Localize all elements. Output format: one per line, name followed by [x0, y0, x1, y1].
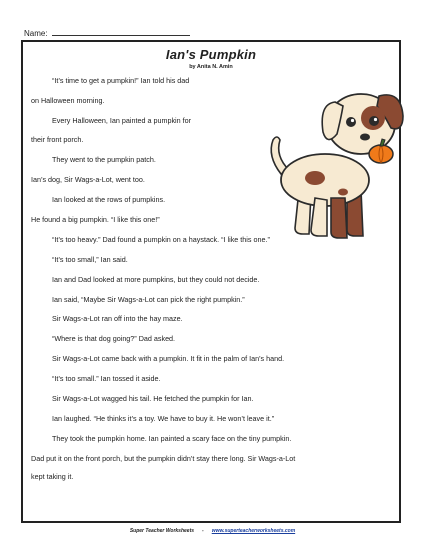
story-line: Ian said, “Maybe Sir Wags-a-Lot can pick the right pumpkin.” [52, 295, 245, 304]
footer-website-link[interactable]: www.superteacherworksheets.com [211, 528, 296, 534]
footer-separator: - [202, 528, 204, 534]
story-line: “Where is that dog going?” Dad asked. [52, 334, 176, 343]
story-line: kept taking it. [31, 472, 74, 481]
story-line: “It’s time to get a pumpkin!” Ian told his dad [52, 76, 190, 85]
story-line: He found a big pumpkin. “I like this one!” [31, 215, 160, 224]
story-line: “It’s too small,” Ian said. [52, 255, 128, 264]
worksheet-frame [21, 40, 401, 523]
story-title: Ian's Pumpkin [165, 47, 257, 62]
name-row [24, 28, 190, 38]
footer [0, 528, 425, 534]
story-author: by Anita N. Amin [189, 64, 233, 70]
name-blank-line [52, 28, 190, 36]
name-label: Name: [24, 29, 48, 38]
story-line: Ian and Dad looked at more pumpkins, but they could not decide. [52, 275, 260, 284]
dog-with-pumpkin-illustration [261, 82, 411, 242]
story-line: on Halloween morning. [31, 96, 105, 105]
story-line: Ian laughed. “He thinks it’s a toy. We have to buy it. He won’t leave it.” [52, 414, 275, 423]
story-line: Ian’s dog, Sir Wags-a-Lot, went too. [31, 175, 145, 184]
story-line: Sir Wags-a-Lot wagged his tail. He fetched the pumpkin for Ian. [52, 394, 254, 403]
story-line: “It’s too heavy.” Dad found a pumpkin on a haystack. “I like this one.” [52, 235, 270, 244]
story-line: They took the pumpkin home. Ian painted a scary face on the tiny pumpkin. [52, 434, 292, 443]
footer-brand: Super Teacher Worksheets [129, 528, 195, 534]
story-line: Sir Wags-a-Lot ran off into the hay maze. [52, 314, 183, 323]
story-line: Every Halloween, Ian painted a pumpkin for [52, 116, 192, 125]
story-line: Ian looked at the rows of pumpkins. [52, 195, 166, 204]
story-line: their front porch. [31, 135, 84, 144]
story-line: Sir Wags-a-Lot came back with a pumpkin. It fit in the palm of Ian’s hand. [52, 354, 285, 363]
story-line: They went to the pumpkin patch. [52, 155, 156, 164]
story-line: “It’s too small.” Ian tossed it aside. [52, 374, 161, 383]
story-line: Dad put it on the front porch, but the pumpkin didn’t stay there long. Sir Wags-a-Lot [31, 454, 296, 463]
